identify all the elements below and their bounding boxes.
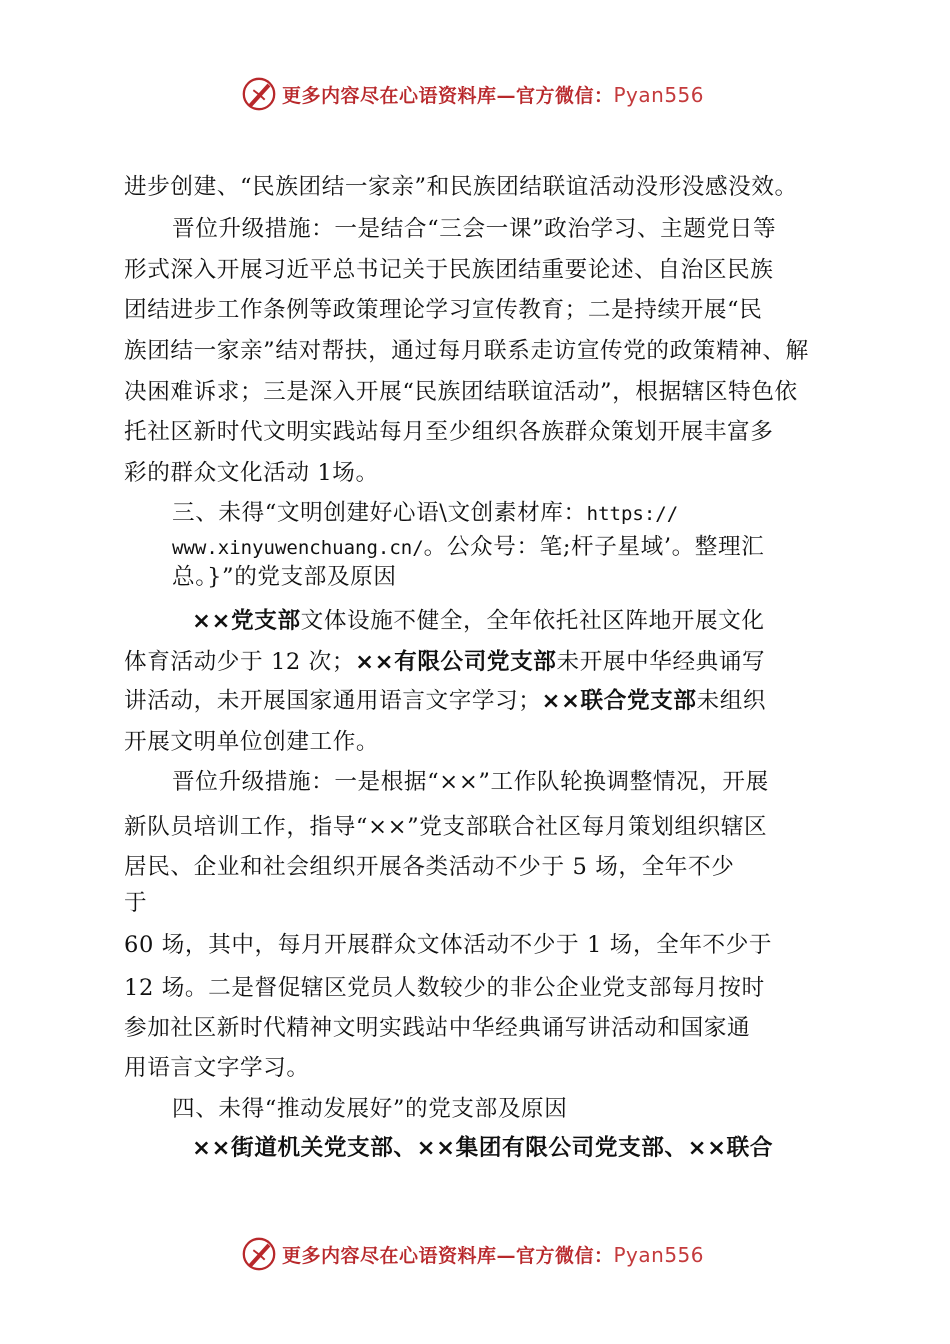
branch-list-line: ××街道机关党支部、××集团有限公司党支部、××联合	[192, 1135, 774, 1161]
text-line	[124, 686, 766, 716]
text-line: 托社区新时代文明实践站每月至少组织各族群众策划开展丰富多	[124, 419, 774, 445]
text-line: 居民、企业和社会组织开展各类活动不少于 5 场，全年不少	[124, 854, 735, 880]
pen-logo-icon	[240, 75, 278, 113]
text-line: 于	[124, 890, 148, 916]
text-line: 团结进步工作条例等政策理论学习宣传教育；二是持续开展“民	[124, 297, 763, 323]
text-line	[172, 532, 764, 563]
watermark-text	[282, 81, 704, 108]
branch-name: ××有限公司党支部	[355, 649, 557, 675]
text-line: 晋位升级措施：一是根据“××”工作队轮换调整情况，开展	[172, 769, 769, 795]
text-line: 总。}”的党支部及原因	[172, 564, 397, 590]
text-line: 开展文明单位创建工作。	[124, 729, 380, 755]
watermark-account: Pyan556	[613, 82, 705, 107]
source-url-part: https://	[586, 503, 679, 525]
text-segment: 未组织	[696, 688, 767, 714]
section-heading-text: 三、未得“文明创建好心语\文创素材库：	[172, 500, 587, 526]
text-segment: 讲活动，未开展国家通用语言文字学习；	[124, 688, 542, 714]
text-line	[192, 606, 765, 636]
text-segment: 未开展中华经典诵写	[556, 649, 766, 675]
branch-name: ××联合党支部	[541, 688, 697, 714]
watermark-label: 更多内容尽在心语资料库—官方微信：	[281, 1244, 614, 1267]
text-line: 12 场。二是督促辖区党员人数较少的非公企业党支部每月按时	[124, 975, 765, 1001]
text-line: 用语言文字学习。	[124, 1055, 310, 1081]
watermark-label: 更多内容尽在心语资料库—官方微信：	[281, 84, 614, 107]
watermark-header	[0, 72, 950, 116]
text-segment: 。公众号：笔;杆子星域’。整理汇	[423, 534, 765, 560]
text-line: 参加社区新时代精神文明实践站中华经典诵写讲活动和国家通	[124, 1015, 751, 1041]
text-line: 60 场，其中，每月开展群众文体活动不少于 1 场，全年不少于	[124, 932, 773, 958]
pen-logo-icon	[240, 1235, 278, 1273]
text-line: 形式深入开展习近平总书记关于民族团结重要论述、自治区民族	[124, 257, 774, 283]
watermark-group	[240, 1235, 704, 1273]
section-heading-3	[172, 498, 678, 529]
text-line: 族团结一家亲”结对帮扶，通过每月联系走访宣传党的政策精神、解	[124, 338, 809, 364]
source-url: www.xinyuwenchuang.cn/	[172, 537, 424, 559]
text-line: 新队员培训工作，指导“××”党支部联合社区每月策划组织辖区	[124, 814, 768, 840]
watermark-group	[240, 75, 704, 113]
text-line: 彩的群众文化活动 1场。	[124, 460, 379, 486]
text-segment: 文体设施不健全，全年依托社区阵地开展文化	[300, 608, 765, 634]
text-segment: 体育活动少于 12 次；	[124, 649, 356, 675]
watermark-footer	[0, 1232, 950, 1276]
watermark-text	[282, 1241, 704, 1268]
text-line: 进步创建、“民族团结一家亲”和民族团结联谊活动没形没感没效。	[124, 174, 798, 200]
text-line: 晋位升级措施：一是结合“三会一课”政治学习、主题党日等	[172, 216, 777, 242]
branch-name: ××党支部	[192, 608, 301, 634]
text-line: 决困难诉求；三是深入开展“民族团结联谊活动”，根据辖区特色依	[124, 379, 798, 405]
text-line	[124, 647, 765, 677]
section-heading-4: 四、未得“推动发展好”的党支部及原因	[172, 1096, 568, 1122]
watermark-account: Pyan556	[613, 1242, 705, 1267]
